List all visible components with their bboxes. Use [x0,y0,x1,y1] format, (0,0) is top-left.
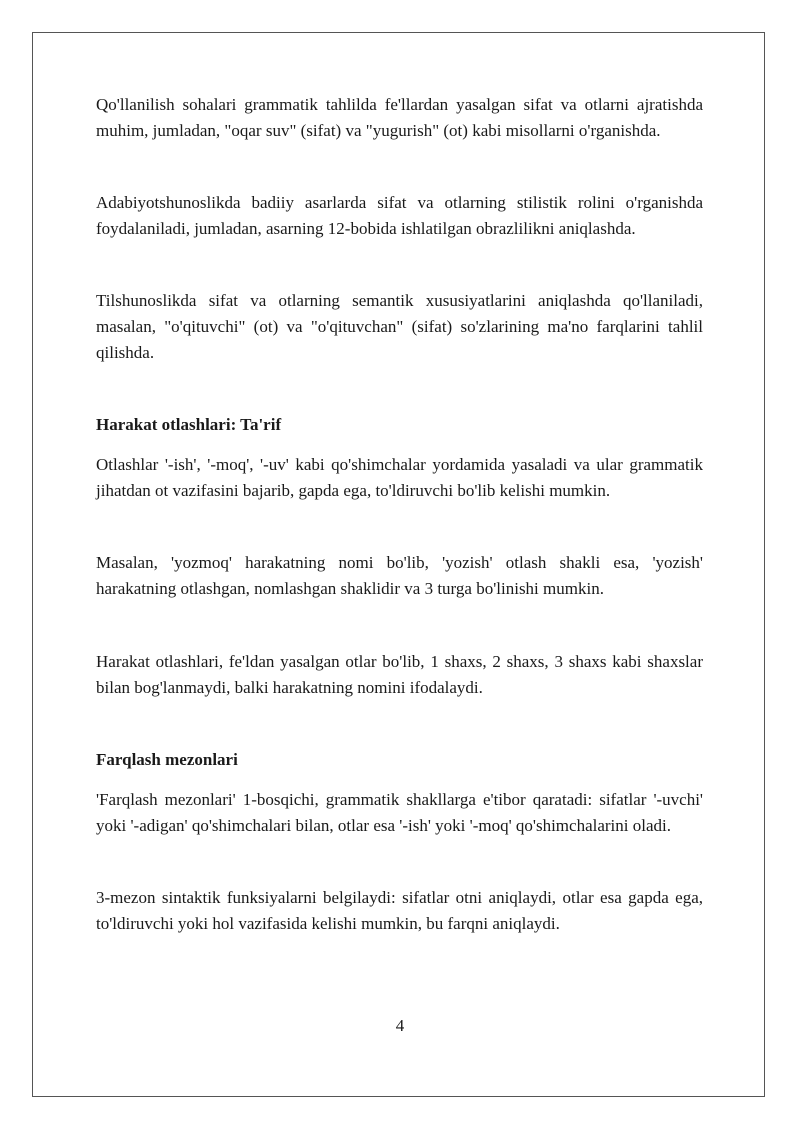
paragraph-nominals-definition: Otlashlar '-ish', '-moq', '-uv' kabi qo'shimchalar yordamida yasaladi va ular grammatik jihatdan ot vazifasini bajarib, gapda ega, to'ldiruvchi bo'lib kelishi mumkin. [96,455,703,500]
heading-action-nominals: Harakat otlashlari: Ta'rif [96,415,282,434]
heading-distinction-criteria: Farqlash mezonlari [96,750,238,769]
paragraph-applications-literature: Adabiyotshunoslikda badiiy asarlarda sifat va otlarning stilistik rolini o'rganishda foydalaniladi, jumladan, asarning 12-bobida ishlatilgan obrazlilikni aniqlashda. [96,193,703,238]
paragraph-criteria-syntactic: 3-mezon sintaktik funksiyalarni belgilaydi: sifatlar otni aniqlaydi, otlar esa gapda ega, to'ldiruvchi yoki hol vazifasida kelishi mumkin, bu farqni aniqlaydi. [96,888,703,933]
page-number: 4 [395,1016,405,1035]
paragraph-criteria-grammatical: 'Farqlash mezonlari' 1-bosqichi, grammatik shakllarga e'tibor qaratadi: sifatlar '-uvchi' yoki '-adigan' qo'shimchalari bilan, otlar esa '-ish' yoki '-moq' qo'shimchalarini oladi. [96,790,703,835]
paragraph-nominals-example: Masalan, 'yozmoq' harakatning nomi bo'lib, 'yozish' otlash shakli esa, 'yozish' harakatning otlashgan, nomlashgan shaklidir va 3 turga bo'linishi mumkin. [96,553,703,598]
paragraph-applications-linguistics: Tilshunoslikda sifat va otlarning semantik xususiyatlarini aniqlashda qo'llaniladi, masalan, "o'qituvchi" (ot) va "o'qituvchan" (sifat) so'zlarining ma'no farqlarini tahlil qilishda. [96,291,703,362]
paragraph-nominals-person: Harakat otlashlari, fe'ldan yasalgan otlar bo'lib, 1 shaxs, 2 shaxs, 3 shaxs kabi shaxslar bilan bog'lanmaydi, balki harakatning nomini ifodalaydi. [96,652,703,697]
paragraph-applications-grammar: Qo'llanilish sohalari grammatik tahlilda fe'llardan yasalgan sifat va otlarni ajratishda muhim, jumladan, "oqar suv" (sifat) va "yugurish" (ot) kabi misollarni o'rganishda. [96,95,703,140]
document-body [96,92,703,937]
